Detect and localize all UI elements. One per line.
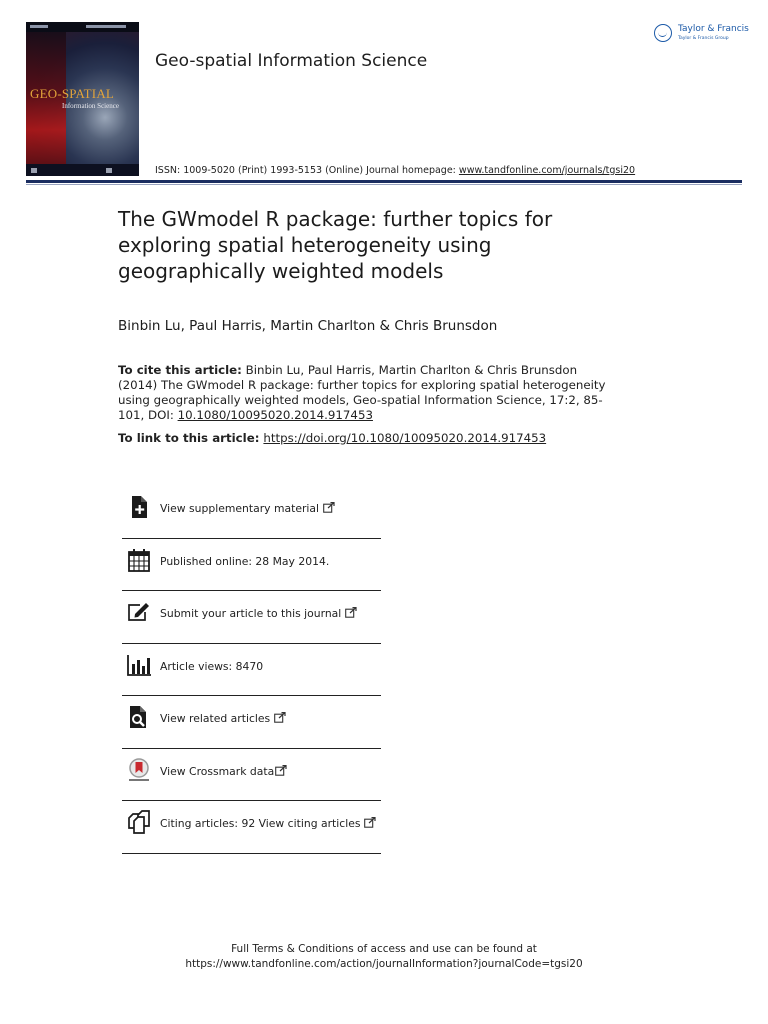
external-link-icon — [323, 502, 335, 513]
external-link-icon — [345, 607, 357, 618]
external-link-icon — [275, 765, 287, 776]
publisher-name: Taylor & Francis — [678, 24, 749, 34]
article-info-list — [122, 486, 381, 854]
list-item-citing[interactable] — [122, 801, 381, 854]
views-label: Article views: 8470 — [160, 659, 264, 673]
crossmark-label: View Crossmark data — [160, 764, 275, 778]
list-divider — [122, 853, 381, 854]
search-document-icon — [126, 704, 152, 730]
cite-text: Binbin Lu, Paul Harris, Martin Charlton & Chris Brunsdon (2014) The GWmodel R package: further topics for exploring spatial heterogeneity using geographically weighted models, Geo-spatial Information Science, 17:2, 85-101, DOI: — [118, 363, 606, 422]
header-divider-thin — [26, 184, 742, 185]
article-authors: Binbin Lu, Paul Harris, Martin Charlton & Chris Brunsdon — [118, 318, 498, 334]
footer — [0, 942, 768, 972]
footer-terms-link[interactable]: https://www.tandfonline.com/action/journalInformation?journalCode=tgsi20 — [185, 958, 583, 970]
list-item-submit[interactable] — [122, 591, 381, 644]
article-title: The GWmodel R package: further topics for exploring spatial heterogeneity using geographically weighted models — [118, 207, 553, 283]
calendar-icon — [126, 547, 152, 573]
footer-terms-text: Full Terms & Conditions of access and use can be found at — [231, 943, 537, 955]
pencil-edit-icon — [126, 599, 152, 625]
external-link-icon — [364, 817, 376, 828]
publisher-logo — [654, 22, 749, 48]
list-item-crossmark[interactable] — [122, 749, 381, 802]
article-link-block — [118, 431, 638, 445]
list-item-published — [122, 539, 381, 592]
journal-cover-image — [26, 22, 139, 176]
header-divider — [26, 180, 742, 183]
published-label: Published online: 28 May 2014. — [160, 554, 330, 568]
related-label: View related articles — [160, 712, 271, 725]
list-item-supplementary[interactable] — [122, 486, 381, 539]
list-item-views — [122, 644, 381, 697]
crossmark-icon — [126, 757, 152, 783]
bar-chart-icon — [126, 652, 152, 678]
journal-homepage-link[interactable]: www.tandfonline.com/journals/tgsi20 — [458, 165, 636, 176]
publisher-group: Taylor & Francis Group — [678, 36, 729, 41]
cover-title: GEO-SPATIAL — [30, 86, 115, 101]
cover-subtitle: Information Science — [62, 102, 119, 110]
external-link-icon — [274, 712, 286, 723]
list-item-related[interactable] — [122, 696, 381, 749]
issn-text: ISSN: 1009-5020 (Print) 1993-5153 (Online) Journal homepage: — [155, 165, 459, 176]
link-label: To link to this article: — [118, 431, 260, 445]
issn-line — [155, 165, 635, 176]
publisher-logo-icon — [654, 24, 672, 42]
citation-block — [118, 363, 618, 423]
document-plus-icon — [126, 494, 152, 520]
supplementary-label: View supplementary material — [160, 502, 320, 515]
doi-link[interactable]: 10.1080/10095020.2014.917453 — [177, 408, 373, 422]
citing-label: Citing articles: 92 View citing articles — [160, 817, 361, 830]
submit-label: Submit your article to this journal — [160, 607, 342, 620]
article-doi-link[interactable]: https://doi.org/10.1080/10095020.2014.917453 — [263, 431, 547, 445]
copy-documents-icon — [126, 809, 152, 835]
journal-name: Geo-spatial Information Science — [155, 51, 428, 71]
cite-label: To cite this article: — [118, 363, 242, 377]
